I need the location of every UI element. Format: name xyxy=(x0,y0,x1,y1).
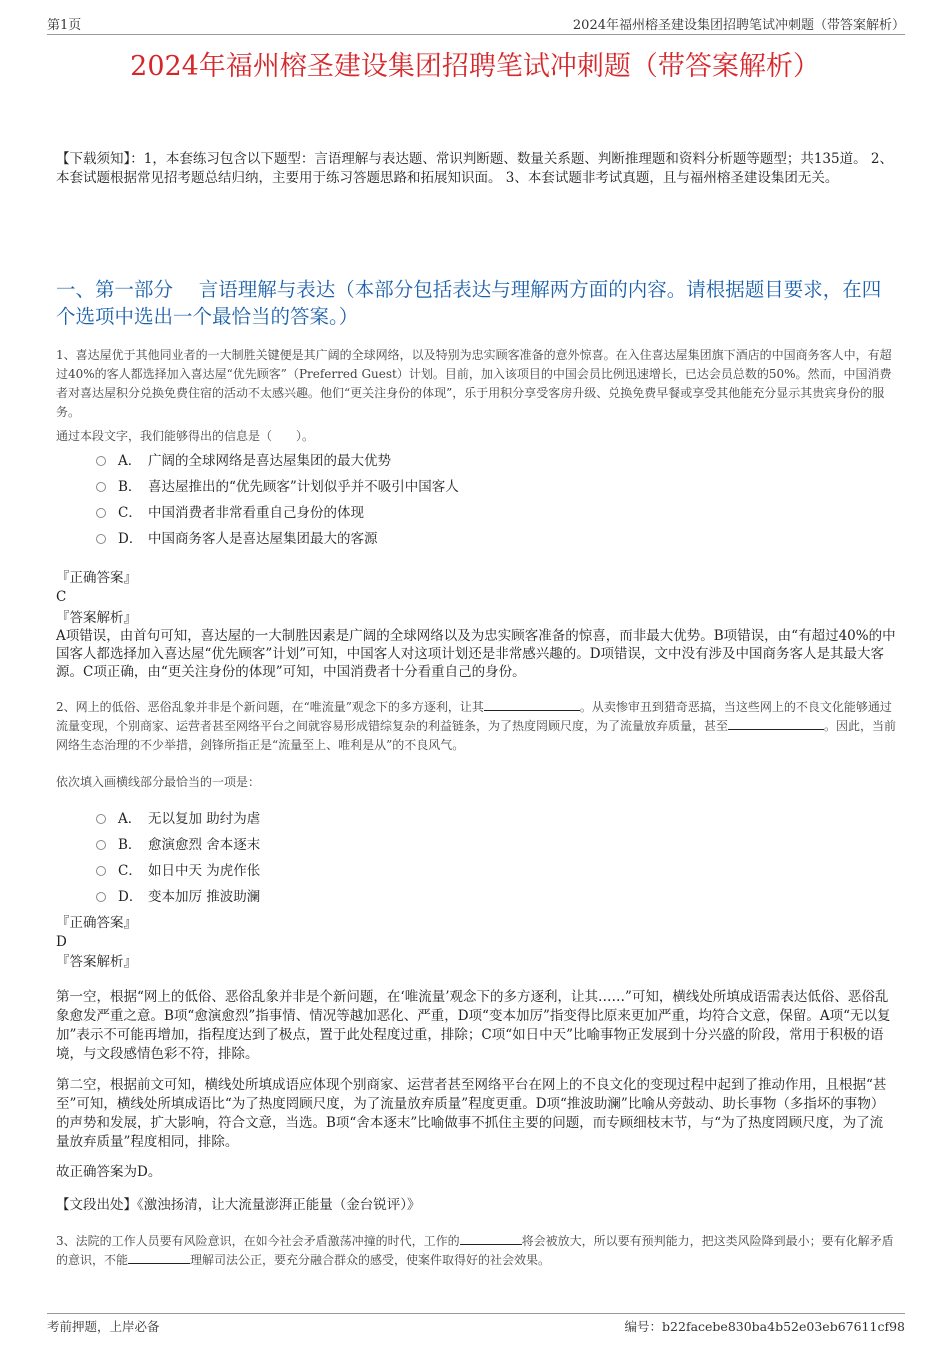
option-c[interactable]: C． 中国消费者非常看重自己身份的体现 xyxy=(96,498,459,524)
option-c[interactable]: C． 如日中天 为虎作伥 xyxy=(96,856,260,882)
question-2-analysis-p2: 第二空，根据前文可知，横线处所填成语应体现个别商家、运营者甚至网络平台在网上的不良文化的变现过程中起到了推动作用，且根据“甚至”可知，横线处所填成语比“为了热度罔顾尺度，为了流量放弃质量”程度更重。D项“推波助澜”比喻从旁鼓动、助长事物（多指坏的事物）的声势和发展，扩大影响，符合文意，当选。B项“舍本逐末”比喻做事不抓住主要的问题，而专顾细枝末节，与“为了热度罔顾尺度，为了流量放弃质量”程度相同，排除。 xyxy=(56,1077,887,1150)
download-notice: 【下载须知】：1，本套练习包含以下题型：言语理解与表达题、常识判断题、数量关系题、判断推理题和资料分析题等题型；共135道。 2、本套试题根据常见招考题总结归纳，主要用于练习答题思路和拓展知识面。 3、本套试题非考试真题，且与福州榕圣建设集团无关。 xyxy=(56,151,893,186)
footer-doc-id: 编号：b22facebe830ba4b52e03eb67611cf98 xyxy=(624,1319,905,1334)
option-b[interactable]: B． 喜达屋推出的“优先顾客”计划似乎并不吸引中国客人 xyxy=(96,472,459,498)
radio-icon[interactable] xyxy=(96,840,106,850)
page-number: 第1页 xyxy=(47,18,82,33)
radio-icon[interactable] xyxy=(96,534,106,544)
option-a[interactable]: A． 无以复加 助纣为虐 xyxy=(96,804,260,830)
question-1-analysis-label: 『答案解析』 xyxy=(56,610,137,626)
question-2-stem: 2、网上的低俗、恶俗乱象并非是个新问题，在“唯流量”观念下的多方逐利，让其 。从卖惨审丑到猎奇恶搞，当这些网上的不良文化能够通过流量变现，个别商家、运营者甚至网络平台之间就容易形成错综复杂的利益链条，为了热度罔顾尺度，为了流量放弃质量，甚至 。因此，当前网络生态治理的不少举措，剑锋所指正是“流量至上、唯利是从”的不良风气。 xyxy=(56,700,897,752)
page-footer xyxy=(47,1313,905,1336)
page-header xyxy=(47,14,905,35)
header-doc-title: 2024年福州榕圣建设集团招聘笔试冲刺题（带答案解析） xyxy=(572,18,905,33)
question-2-answer-label: 『正确答案』 xyxy=(56,915,137,931)
question-2-analysis-p1: 第一空，根据“网上的低俗、恶俗乱象并非是个新问题，在‘唯流量’观念下的多方逐利，让其……”可知，横线处所填成语需表达低俗、恶俗乱象愈发严重之意。B项“愈演愈烈”指事情、情况等越加恶化、严重，D项“变本加厉”指变得比原来更加严重，均符合文意，保留。A项“无以复加”表示不可能再增加，指程度达到了极点，置于此处程度过重，排除；C项“如日中天”比喻事物正发展到十分兴盛的阶段，常用于积极的语境，与文段感情色彩不符，排除。 xyxy=(56,989,891,1062)
blank-line xyxy=(460,1232,522,1245)
question-1-stem: 1、喜达屋优于其他同业者的一大制胜关键便是其广阔的全球网络，以及特别为忠实顾客准备的意外惊喜。在入住喜达屋集团旗下酒店的中国商务客人中，有超过40%的客人都选择加入喜达屋“优先顾客”（Preferred Guest）计划。目前，加入该项目的中国会员比例迅速增长，已达会员总数的50%。然而，中国消费者对喜达屋积分兑换免费住宿的活动不太感兴趣。他们“更关注身份的体现”，乐于用积分享受客房升级、兑换免费早餐或享受其他能充分显示其贵宾身份的服务。 xyxy=(56,348,892,419)
radio-icon[interactable] xyxy=(96,892,106,902)
radio-icon[interactable] xyxy=(96,866,106,876)
question-2-analysis-label: 『答案解析』 xyxy=(56,954,137,970)
question-2-options xyxy=(96,804,260,908)
question-1-answer: C xyxy=(56,589,67,605)
radio-icon[interactable] xyxy=(96,482,106,492)
radio-icon[interactable] xyxy=(96,814,106,824)
blank-line xyxy=(128,1251,190,1264)
question-2-answer: D xyxy=(56,934,67,950)
option-b[interactable]: B． 愈演愈烈 舍本逐末 xyxy=(96,830,260,856)
question-1-analysis: A项错误，由首句可知，喜达屋的一大制胜因素是广阔的全球网络以及为忠实顾客准备的惊喜，而非最大优势。B项错误，由“有超过40%的中国客人都选择加入喜达屋“优先顾客”计划”可知，中国客人对这项计划还是非常感兴趣的。D项错误，文中没有涉及中国商务客人是其最大客源。C项正确，由“更关注身份的体现”可知，中国消费者十分看重自己的身份。 xyxy=(56,628,896,680)
question-2-prompt: 依次填入画横线部分最恰当的一项是： xyxy=(56,775,261,789)
option-a[interactable]: A． 广阔的全球网络是喜达屋集团的最大优势 xyxy=(96,446,459,472)
question-1-answer-label: 『正确答案』 xyxy=(56,570,137,586)
question-3-stem: 3、法院的工作人员要有风险意识，在如今社会矛盾激荡冲撞的时代，工作的 将会被放大，所以要有预判能力，把这类风险降到最小；要有化解矛盾的意识，不能 理解司法公正，要充分融合群众的感受，使案件取得好的社会效果。 xyxy=(56,1234,894,1267)
radio-icon[interactable] xyxy=(96,456,106,466)
question-2-source: 【文段出处】《激浊扬清，让大流量澎湃正能量（金台锐评）》 xyxy=(56,1197,421,1213)
blank-line xyxy=(484,698,580,711)
section-heading: 一、第一部分 言语理解与表达（本部分包括表达与理解两方面的内容。请根据题目要求，在四个选项中选出一个最恰当的答案。） xyxy=(56,278,882,328)
option-d[interactable]: D． 中国商务客人是喜达屋集团最大的客源 xyxy=(96,524,459,550)
question-1-options xyxy=(96,446,459,550)
blank-line xyxy=(728,717,824,730)
option-d[interactable]: D． 变本加厉 推波助澜 xyxy=(96,882,260,908)
footer-slogan: 考前押题，上岸必备 xyxy=(47,1319,160,1334)
radio-icon[interactable] xyxy=(96,508,106,518)
question-2-analysis-p3: 故正确答案为D。 xyxy=(56,1164,162,1180)
question-1-prompt: 通过本段文字，我们能够得出的信息是（ ）。 xyxy=(56,429,315,443)
page-title: 2024年福州榕圣建设集团招聘笔试冲刺题（带答案解析） xyxy=(130,51,820,82)
